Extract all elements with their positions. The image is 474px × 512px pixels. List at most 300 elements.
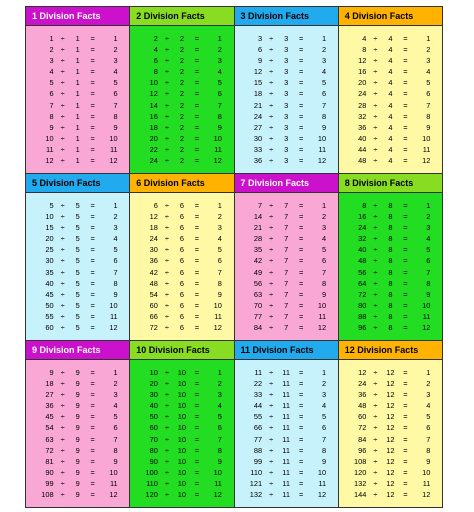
divisor: 9 xyxy=(75,368,80,377)
fact-row xyxy=(130,434,233,445)
equals-sign: = xyxy=(90,456,95,466)
divide-sign: ÷ xyxy=(164,467,169,477)
equals-sign: = xyxy=(194,100,200,110)
quotient: 4 xyxy=(113,234,118,244)
fact-row xyxy=(339,111,442,122)
dividend: 48 xyxy=(358,401,367,411)
dividend: 44 xyxy=(358,144,367,154)
dividend: 10 xyxy=(149,368,158,377)
divide-sign: ÷ xyxy=(164,412,169,422)
equals-sign: = xyxy=(298,323,304,333)
divide-sign: ÷ xyxy=(269,300,274,310)
equals-sign: = xyxy=(194,78,200,88)
fact-row xyxy=(339,122,442,133)
equals-sign: = xyxy=(298,379,304,389)
equals-sign: = xyxy=(298,289,304,299)
equals-sign: = xyxy=(298,278,304,288)
quotient: 9 xyxy=(217,289,222,299)
quotient: 8 xyxy=(217,111,222,121)
fact-row xyxy=(26,422,129,433)
table-body xyxy=(130,193,233,340)
divisor: 1 xyxy=(75,133,80,143)
dividend: 50 xyxy=(149,412,158,422)
equals-sign: = xyxy=(298,56,304,66)
dividend: 6 xyxy=(153,56,158,66)
equals-sign: = xyxy=(194,34,200,43)
divide-sign: ÷ xyxy=(60,78,65,88)
divisor: 7 xyxy=(284,234,289,244)
equals-sign: = xyxy=(403,144,408,154)
divisor: 6 xyxy=(179,201,184,210)
divide-sign: ÷ xyxy=(60,368,65,377)
divisor: 3 xyxy=(284,78,289,88)
dividend: 30 xyxy=(253,133,263,143)
divisor: 6 xyxy=(179,212,184,222)
dividend: 25 xyxy=(45,245,54,255)
divide-sign: ÷ xyxy=(164,278,169,288)
equals-sign: = xyxy=(90,78,95,88)
quotient: 2 xyxy=(113,379,118,389)
divide-sign: ÷ xyxy=(373,223,378,233)
divisor: 12 xyxy=(386,401,395,411)
divide-sign: ÷ xyxy=(373,289,378,299)
equals-sign: = xyxy=(90,89,95,99)
quotient: 7 xyxy=(426,100,431,110)
dividend: 80 xyxy=(149,445,158,455)
divide-sign: ÷ xyxy=(164,89,169,99)
divide-sign: ÷ xyxy=(269,67,274,77)
dividend: 110 xyxy=(146,478,158,488)
dividend: 12 xyxy=(358,368,367,377)
divide-sign: ÷ xyxy=(269,467,274,477)
divide-sign: ÷ xyxy=(373,122,378,132)
quotient: 1 xyxy=(217,201,222,210)
equals-sign: = xyxy=(298,300,304,310)
dividend: 11 xyxy=(254,368,263,377)
divisor: 3 xyxy=(284,34,289,43)
divide-sign: ÷ xyxy=(269,456,274,466)
quotient: 12 xyxy=(317,156,327,166)
divisor: 12 xyxy=(386,478,395,488)
divide-sign: ÷ xyxy=(60,34,65,43)
equals-sign: = xyxy=(403,278,408,288)
equals-sign: = xyxy=(403,467,408,477)
equals-sign: = xyxy=(403,289,408,299)
equals-sign: = xyxy=(298,45,304,55)
equals-sign: = xyxy=(194,478,200,488)
fact-row xyxy=(26,155,129,166)
divisor: 11 xyxy=(282,379,290,389)
division-table-7 xyxy=(235,174,338,340)
division-table-2 xyxy=(130,7,233,173)
dividend: 49 xyxy=(253,267,263,277)
fact-row xyxy=(26,322,129,333)
fact-row xyxy=(339,133,442,144)
divisor: 6 xyxy=(179,300,184,310)
equals-sign: = xyxy=(298,122,304,132)
fact-row xyxy=(26,255,129,266)
dividend: 40 xyxy=(149,401,158,411)
divide-sign: ÷ xyxy=(164,245,169,255)
divisor: 1 xyxy=(75,144,80,154)
fact-row xyxy=(130,267,233,278)
divide-sign: ÷ xyxy=(164,368,169,377)
divide-sign: ÷ xyxy=(164,122,169,132)
fact-row xyxy=(26,122,129,133)
dividend: 16 xyxy=(358,67,367,77)
quotient: 6 xyxy=(322,423,327,433)
table-body xyxy=(339,193,442,340)
divide-sign: ÷ xyxy=(60,100,65,110)
equals-sign: = xyxy=(194,278,200,288)
divide-sign: ÷ xyxy=(373,467,378,477)
divisor: 8 xyxy=(388,289,393,299)
dividend: 81 xyxy=(45,456,54,466)
divide-sign: ÷ xyxy=(60,89,65,99)
fact-row xyxy=(26,456,129,467)
equals-sign: = xyxy=(298,89,304,99)
fact-row xyxy=(26,233,129,244)
quotient: 12 xyxy=(422,323,431,333)
divisor: 3 xyxy=(284,133,289,143)
fact-row xyxy=(339,422,442,433)
fact-row xyxy=(130,289,233,300)
divide-sign: ÷ xyxy=(164,490,169,500)
divide-sign: ÷ xyxy=(60,412,65,422)
fact-row xyxy=(339,389,442,400)
divide-sign: ÷ xyxy=(164,78,169,88)
fact-row xyxy=(235,155,338,166)
quotient: 11 xyxy=(109,144,118,154)
quotient: 6 xyxy=(217,256,222,266)
quotient: 9 xyxy=(426,122,431,132)
dividend: 40 xyxy=(358,245,367,255)
divisor: 4 xyxy=(388,111,393,121)
divisor: 6 xyxy=(179,245,184,255)
divisor: 8 xyxy=(388,234,393,244)
quotient: 7 xyxy=(426,267,431,277)
dividend: 8 xyxy=(49,111,54,121)
dividend: 54 xyxy=(45,423,54,433)
divisor: 6 xyxy=(179,234,184,244)
divisor: 12 xyxy=(386,379,395,389)
fact-row xyxy=(130,222,233,233)
equals-sign: = xyxy=(194,490,200,500)
dividend: 100 xyxy=(145,467,158,477)
dividend: 90 xyxy=(45,467,54,477)
quotient: 3 xyxy=(217,56,222,66)
divide-sign: ÷ xyxy=(373,490,378,500)
fact-row xyxy=(339,55,442,66)
dividend: 63 xyxy=(253,289,263,299)
quotient: 9 xyxy=(322,289,327,299)
equals-sign: = xyxy=(403,323,408,333)
divide-sign: ÷ xyxy=(60,401,65,411)
divide-sign: ÷ xyxy=(60,234,65,244)
fact-row xyxy=(26,478,129,489)
dividend: 121 xyxy=(249,478,263,488)
dividend: 27 xyxy=(45,390,54,400)
quotient: 4 xyxy=(217,401,222,411)
equals-sign: = xyxy=(298,201,304,210)
quotient: 12 xyxy=(422,156,431,166)
dividend: 56 xyxy=(253,278,263,288)
fact-row xyxy=(26,111,129,122)
fact-row xyxy=(339,77,442,88)
dividend: 10 xyxy=(45,133,54,143)
fact-row xyxy=(235,44,338,55)
divisor: 6 xyxy=(179,278,184,288)
divisor: 1 xyxy=(75,45,80,55)
divide-sign: ÷ xyxy=(164,223,169,233)
divisor: 6 xyxy=(179,256,184,266)
fact-row xyxy=(339,311,442,322)
equals-sign: = xyxy=(194,323,200,333)
equals-sign: = xyxy=(90,445,95,455)
fact-row xyxy=(130,88,233,99)
divisor: 7 xyxy=(284,278,289,288)
divisor: 11 xyxy=(282,434,290,444)
divide-sign: ÷ xyxy=(373,133,378,143)
quotient: 8 xyxy=(113,278,118,288)
fact-row xyxy=(130,300,233,311)
dividend: 5 xyxy=(49,78,54,88)
quotient: 9 xyxy=(322,456,327,466)
fact-row xyxy=(339,211,442,222)
equals-sign: = xyxy=(194,111,200,121)
divisor: 3 xyxy=(284,144,289,154)
divide-sign: ÷ xyxy=(373,445,378,455)
equals-sign: = xyxy=(403,368,408,377)
divide-sign: ÷ xyxy=(269,390,274,400)
divisor: 11 xyxy=(282,412,290,422)
divide-sign: ÷ xyxy=(60,289,65,299)
dividend: 22 xyxy=(149,144,158,154)
quotient: 6 xyxy=(322,256,327,266)
quotient: 12 xyxy=(109,490,118,500)
divide-sign: ÷ xyxy=(269,289,274,299)
equals-sign: = xyxy=(298,111,304,121)
divisor: 12 xyxy=(386,412,395,422)
equals-sign: = xyxy=(298,401,304,411)
fact-row xyxy=(26,445,129,456)
equals-sign: = xyxy=(90,401,95,411)
equals-sign: = xyxy=(298,423,304,433)
equals-sign: = xyxy=(194,223,200,233)
quotient: 4 xyxy=(217,67,222,77)
dividend: 16 xyxy=(149,111,158,121)
quotient: 12 xyxy=(422,490,431,500)
fact-row xyxy=(339,456,442,467)
divide-sign: ÷ xyxy=(373,401,378,411)
fact-row xyxy=(235,489,338,500)
dividend: 9 xyxy=(49,122,54,132)
quotient: 7 xyxy=(322,100,327,110)
fact-row xyxy=(26,489,129,500)
table-title: 2 Division Facts xyxy=(130,7,233,26)
equals-sign: = xyxy=(298,445,304,455)
quotient: 8 xyxy=(217,445,222,455)
fact-row xyxy=(130,478,233,489)
divisor: 9 xyxy=(75,390,80,400)
fact-row xyxy=(235,400,338,411)
table-body xyxy=(339,360,442,507)
quotient: 6 xyxy=(426,89,431,99)
divisor: 10 xyxy=(177,412,186,422)
quotient: 5 xyxy=(217,78,222,88)
dividend: 54 xyxy=(149,289,158,299)
dividend: 70 xyxy=(149,434,158,444)
equals-sign: = xyxy=(90,234,95,244)
equals-sign: = xyxy=(194,423,200,433)
divide-sign: ÷ xyxy=(60,67,65,77)
divide-sign: ÷ xyxy=(164,323,169,333)
divide-sign: ÷ xyxy=(373,311,378,321)
dividend: 24 xyxy=(358,223,367,233)
divide-sign: ÷ xyxy=(164,434,169,444)
divisor: 9 xyxy=(75,478,80,488)
divide-sign: ÷ xyxy=(269,245,274,255)
equals-sign: = xyxy=(90,245,95,255)
table-body xyxy=(130,360,233,507)
equals-sign: = xyxy=(298,311,304,321)
divide-sign: ÷ xyxy=(269,56,274,66)
fact-row xyxy=(339,434,442,445)
divide-sign: ÷ xyxy=(269,478,274,488)
divide-sign: ÷ xyxy=(164,423,169,433)
divide-sign: ÷ xyxy=(164,201,169,210)
divisor: 5 xyxy=(75,278,80,288)
dividend: 60 xyxy=(149,423,158,433)
divisor: 1 xyxy=(75,78,80,88)
quotient: 5 xyxy=(322,412,327,422)
fact-row xyxy=(235,255,338,266)
equals-sign: = xyxy=(403,401,408,411)
divisor: 7 xyxy=(284,256,289,266)
fact-row xyxy=(235,478,338,489)
quotient: 4 xyxy=(322,401,327,411)
dividend: 42 xyxy=(253,256,263,266)
quotient: 8 xyxy=(426,111,431,121)
equals-sign: = xyxy=(298,144,304,154)
dividend: 8 xyxy=(362,45,367,55)
fact-row xyxy=(235,311,338,322)
divide-sign: ÷ xyxy=(60,122,65,132)
equals-sign: = xyxy=(298,267,304,277)
fact-row xyxy=(235,100,338,111)
divisor: 8 xyxy=(388,201,393,210)
divide-sign: ÷ xyxy=(269,34,274,43)
dividend: 22 xyxy=(253,379,263,389)
equals-sign: = xyxy=(403,445,408,455)
quotient: 2 xyxy=(113,212,118,222)
equals-sign: = xyxy=(298,156,304,166)
equals-sign: = xyxy=(403,122,408,132)
quotient: 2 xyxy=(113,45,118,55)
equals-sign: = xyxy=(90,111,95,121)
dividend: 8 xyxy=(362,201,367,210)
equals-sign: = xyxy=(194,267,200,277)
quotient: 10 xyxy=(422,467,431,477)
quotient: 12 xyxy=(213,490,222,500)
table-title: 6 Division Facts xyxy=(130,174,233,193)
dividend: 28 xyxy=(253,234,263,244)
divisor: 1 xyxy=(75,34,80,43)
divide-sign: ÷ xyxy=(60,223,65,233)
table-title: 12 Division Facts xyxy=(339,341,442,360)
equals-sign: = xyxy=(298,478,304,488)
divisor: 1 xyxy=(75,156,80,166)
equals-sign: = xyxy=(403,212,408,222)
divisor: 1 xyxy=(75,67,80,77)
dividend: 3 xyxy=(49,56,54,66)
divisor: 2 xyxy=(179,144,184,154)
dividend: 56 xyxy=(358,267,367,277)
fact-row xyxy=(339,200,442,211)
quotient: 11 xyxy=(318,478,327,488)
fact-row xyxy=(130,400,233,411)
divisor: 8 xyxy=(388,223,393,233)
quotient: 11 xyxy=(422,311,431,321)
equals-sign: = xyxy=(90,368,95,377)
fact-row xyxy=(130,411,233,422)
equals-sign: = xyxy=(403,412,408,422)
quotient: 4 xyxy=(217,234,222,244)
dividend: 18 xyxy=(253,89,263,99)
fact-row xyxy=(26,211,129,222)
dividend: 4 xyxy=(362,34,367,43)
equals-sign: = xyxy=(90,423,95,433)
equals-sign: = xyxy=(194,368,200,377)
divide-sign: ÷ xyxy=(373,323,378,333)
dividend: 60 xyxy=(45,323,54,333)
dividend: 36 xyxy=(45,401,54,411)
divisor: 3 xyxy=(284,67,289,77)
divisor: 8 xyxy=(388,212,393,222)
fact-row xyxy=(26,144,129,155)
dividend: 40 xyxy=(45,278,54,288)
dividend: 14 xyxy=(149,100,158,110)
quotient: 1 xyxy=(217,34,222,43)
equals-sign: = xyxy=(298,223,304,233)
quotient: 8 xyxy=(426,278,431,288)
quotient: 5 xyxy=(113,78,118,88)
table-body xyxy=(235,26,338,173)
dividend: 32 xyxy=(358,111,367,121)
fact-row xyxy=(130,278,233,289)
equals-sign: = xyxy=(90,434,95,444)
divide-sign: ÷ xyxy=(269,212,274,222)
equals-sign: = xyxy=(90,412,95,422)
fact-row xyxy=(235,244,338,255)
divisor: 6 xyxy=(179,223,184,233)
quotient: 4 xyxy=(113,401,118,411)
fact-row xyxy=(235,122,338,133)
quotient: 5 xyxy=(322,245,327,255)
dividend: 5 xyxy=(49,201,54,210)
dividend: 16 xyxy=(358,212,367,222)
fact-row xyxy=(339,144,442,155)
quotient: 10 xyxy=(213,133,222,143)
quotient: 6 xyxy=(113,256,118,266)
divide-sign: ÷ xyxy=(164,456,169,466)
divide-sign: ÷ xyxy=(269,445,274,455)
divisor: 4 xyxy=(388,122,393,132)
equals-sign: = xyxy=(194,144,200,154)
fact-row xyxy=(130,311,233,322)
fact-row xyxy=(130,122,233,133)
quotient: 1 xyxy=(113,201,118,210)
